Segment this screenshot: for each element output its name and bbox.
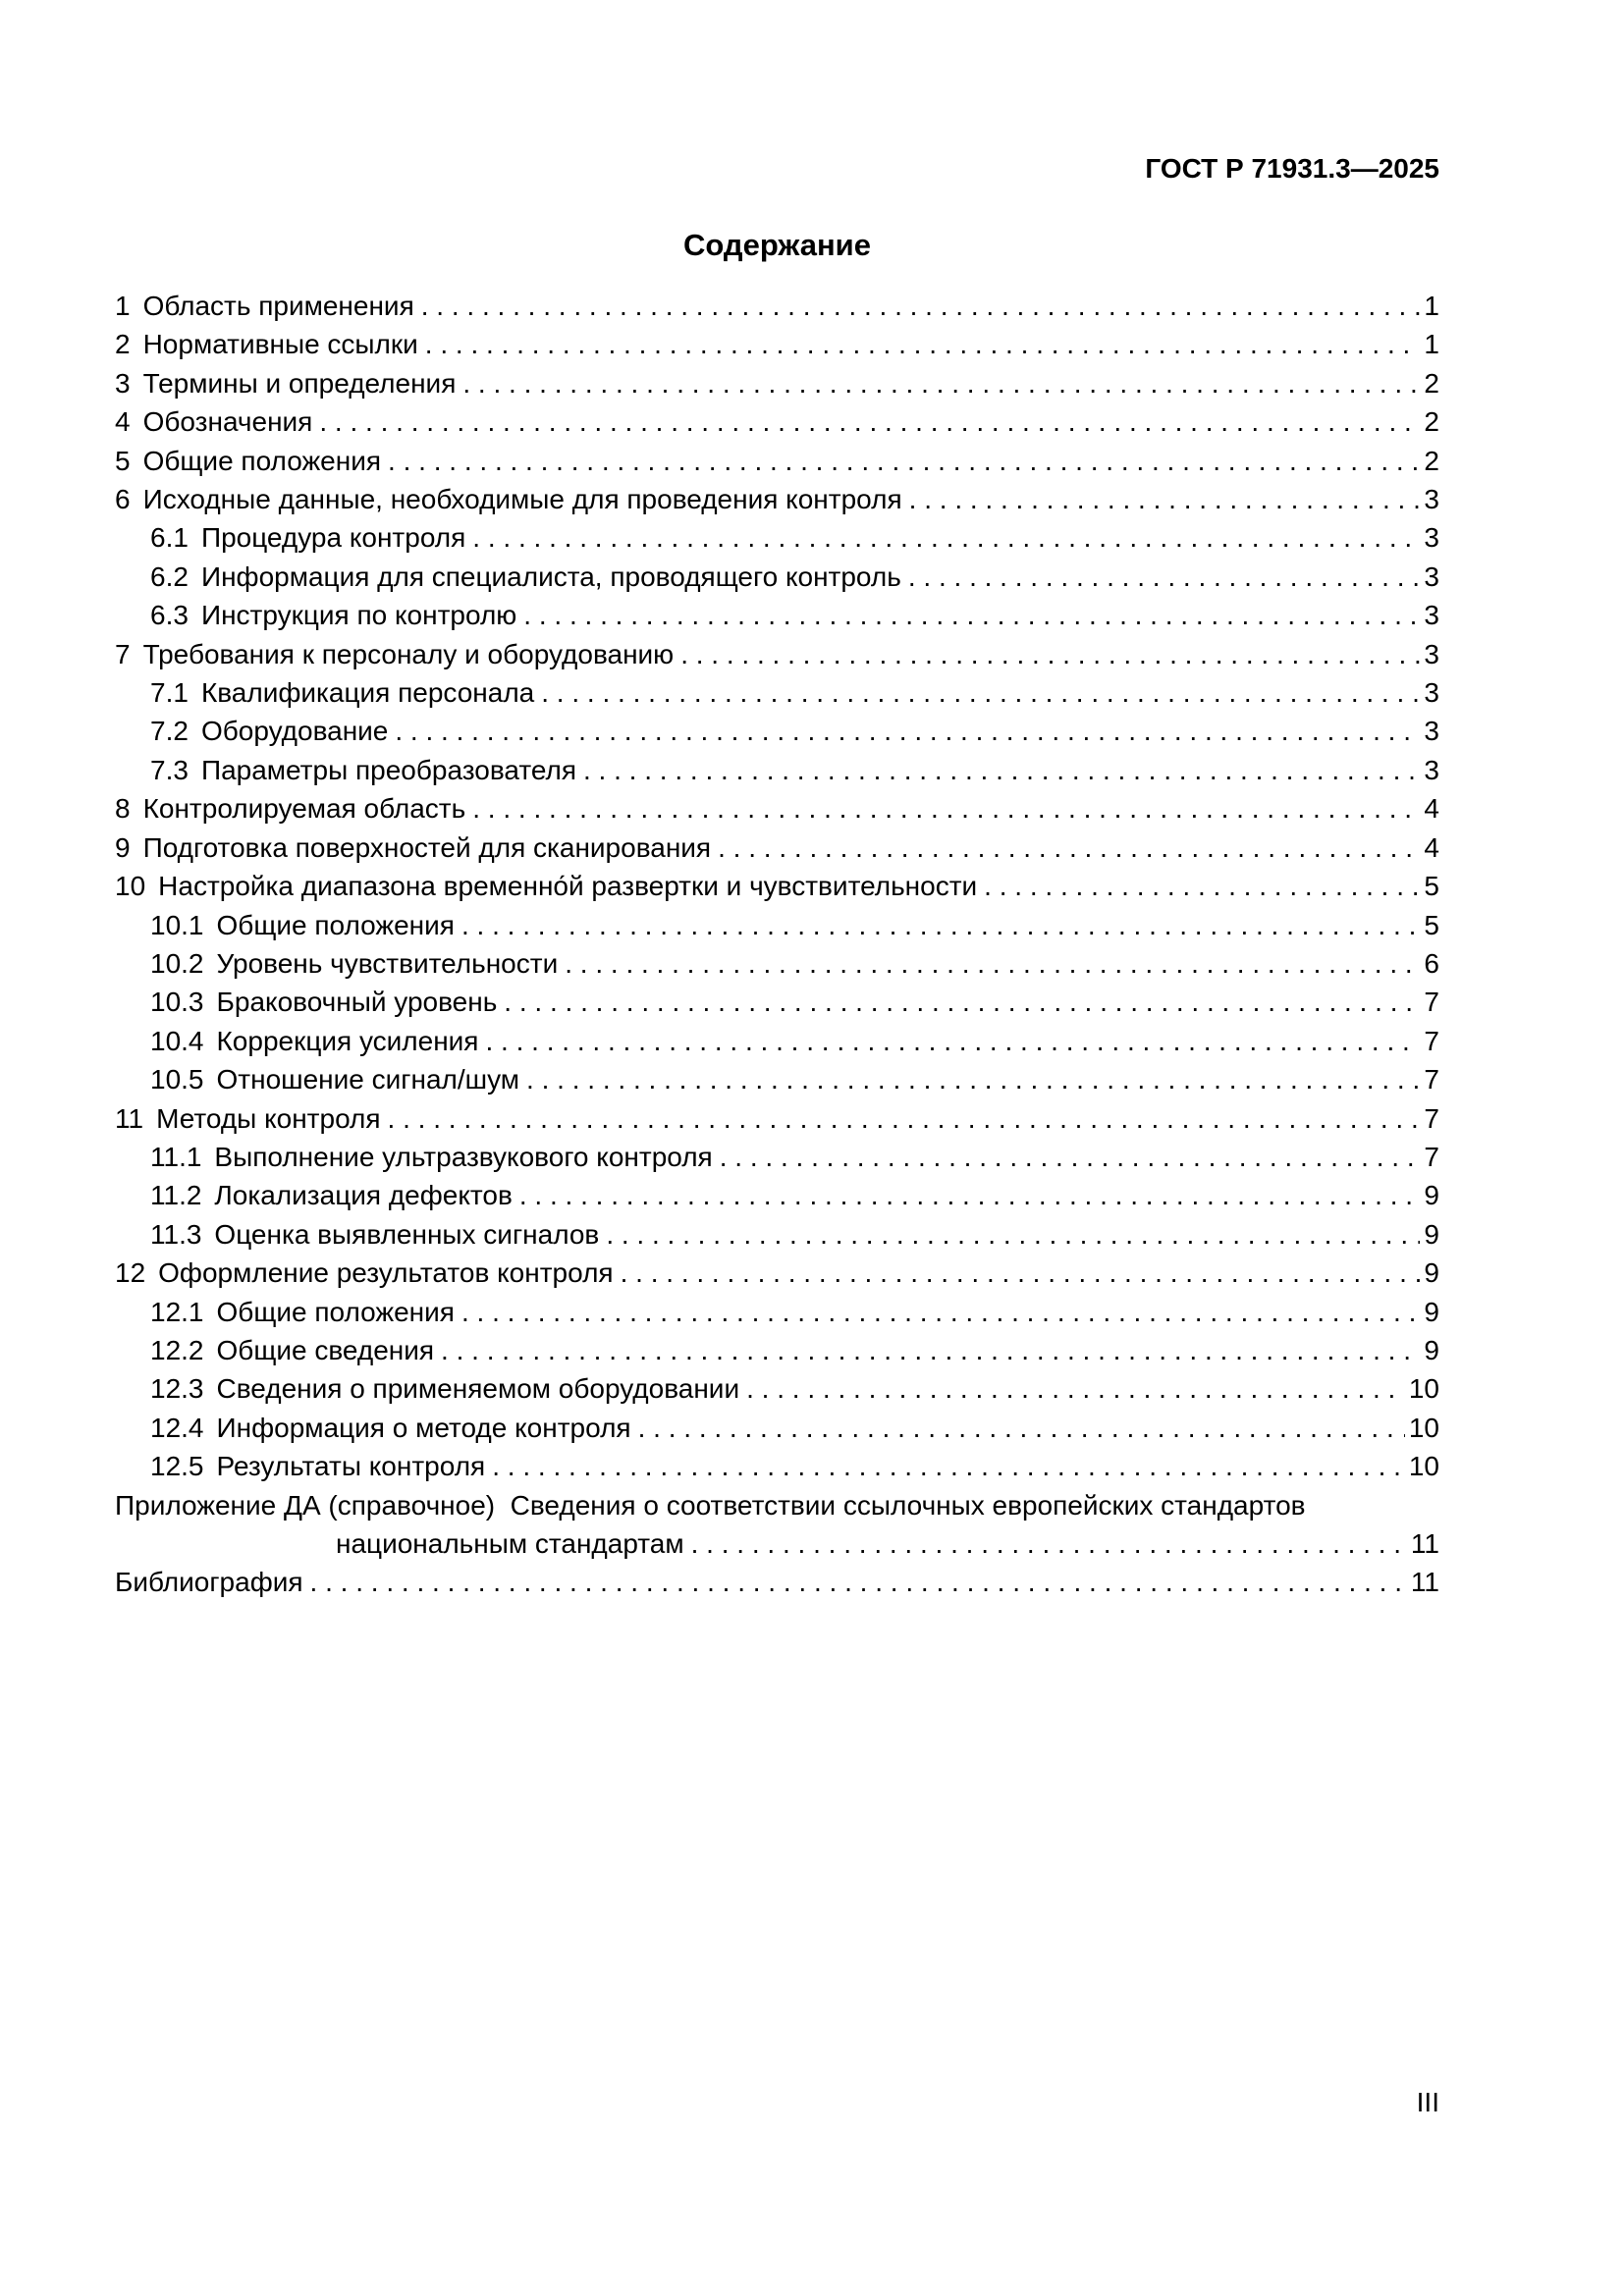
toc-entry-number: 7 xyxy=(115,638,131,669)
toc-entry-title: Оборудование xyxy=(200,716,389,747)
toc-entry-page: 3 xyxy=(1424,638,1439,669)
table-of-contents xyxy=(115,287,1439,1602)
toc-entry-title: Библиография xyxy=(115,1567,303,1598)
toc-entry-title: Браковочный уровень xyxy=(216,987,498,1018)
toc-entry-page: 2 xyxy=(1424,367,1439,399)
toc-entry-page: 3 xyxy=(1424,600,1439,631)
toc-entry xyxy=(115,906,1439,944)
toc-entry-page: 9 xyxy=(1424,1180,1439,1211)
toc-entry-title: Отношение сигнал/шум xyxy=(216,1064,520,1095)
toc-entry-number: 11.2 xyxy=(150,1180,202,1211)
toc-entry-number: 8 xyxy=(115,793,131,825)
dot-leader xyxy=(492,1447,1405,1485)
toc-entry-number: 4 xyxy=(115,406,131,438)
dot-leader xyxy=(485,1022,1420,1060)
toc-entry-title: Общие положения xyxy=(216,1296,455,1327)
toc-entry xyxy=(115,712,1439,750)
dot-leader xyxy=(908,558,1421,596)
toc-entry-page: 6 xyxy=(1424,947,1439,979)
toc-entry-title: Процедура контроля xyxy=(200,522,466,554)
toc-entry-number: 1 xyxy=(115,291,131,321)
toc-entry-page: 3 xyxy=(1424,677,1439,709)
toc-entry-title: Методы контроля xyxy=(156,1102,381,1134)
dot-leader xyxy=(504,983,1420,1021)
toc-entry-page: 4 xyxy=(1424,831,1439,863)
toc-entry-title: Общие положения xyxy=(216,909,455,940)
toc-entry xyxy=(115,828,1439,867)
dot-leader xyxy=(621,1254,1421,1292)
toc-entry xyxy=(115,480,1439,518)
toc-entry xyxy=(115,1138,1439,1176)
dot-leader xyxy=(461,906,1420,944)
toc-entry-number: 11 xyxy=(115,1102,144,1134)
page-title: Содержание xyxy=(683,228,871,262)
toc-entry-page: 5 xyxy=(1424,871,1439,902)
toc-entry-title: Сведения о применяемом оборудовании xyxy=(216,1373,740,1405)
dot-leader xyxy=(441,1331,1420,1369)
toc-entry-number: 11.1 xyxy=(150,1141,202,1172)
toc-entry-page: 9 xyxy=(1424,1334,1439,1365)
dot-leader xyxy=(319,402,1420,441)
toc-entry-title: Выполнение ультразвукового контроля xyxy=(214,1141,713,1172)
dot-leader xyxy=(461,1293,1420,1331)
toc-entry-page: 3 xyxy=(1424,716,1439,747)
toc-entry-title: Квалификация персонала xyxy=(200,677,535,709)
page-number: III xyxy=(1416,2087,1439,2117)
toc-entry xyxy=(115,364,1439,402)
toc-entry-page: 11 xyxy=(1410,1567,1439,1598)
document-code: ГОСТ Р 71931.3—2025 xyxy=(1145,153,1439,184)
toc-entry-page: 10 xyxy=(1408,1412,1439,1443)
toc-entry xyxy=(115,1331,1439,1369)
toc-entry-page: 3 xyxy=(1424,754,1439,785)
toc-entry-title: Коррекция усиления xyxy=(216,1025,479,1056)
toc-entry-page: 2 xyxy=(1424,445,1439,476)
toc-entry-number: 9 xyxy=(115,831,131,863)
toc-entry-number: 10.1 xyxy=(150,909,204,940)
toc-entry-page: 10 xyxy=(1408,1451,1439,1482)
toc-entry-title: Параметры преобразователя xyxy=(200,754,576,785)
toc-entry xyxy=(115,287,1439,325)
toc-entry-number: 12 xyxy=(115,1257,146,1289)
toc-entry-number: 2 xyxy=(115,329,131,360)
toc-entry-page: 10 xyxy=(1408,1373,1439,1405)
toc-entry xyxy=(115,1022,1439,1060)
toc-entry xyxy=(115,1176,1439,1214)
toc-entry-title: Информация для специалиста, проводящего контроль xyxy=(200,561,901,592)
dot-leader xyxy=(526,1060,1420,1098)
toc-entry-title: Оформление результатов контроля xyxy=(158,1257,614,1289)
dot-leader xyxy=(310,1563,1407,1601)
toc-entry-continuation xyxy=(115,1524,1439,1563)
toc-entry-page: 11 xyxy=(1410,1528,1439,1559)
toc-entry-number: 10.2 xyxy=(150,947,204,979)
toc-entry-number: 12.3 xyxy=(150,1373,204,1405)
toc-entry-number: 6.1 xyxy=(150,522,189,554)
toc-entry-number: 6 xyxy=(115,484,131,515)
dot-leader xyxy=(462,364,1420,402)
toc-entry xyxy=(115,558,1439,596)
toc-entry xyxy=(115,325,1439,363)
toc-entry-number: 11.3 xyxy=(150,1218,202,1250)
dot-leader xyxy=(680,635,1420,673)
toc-entry-page: 1 xyxy=(1424,291,1439,321)
toc-entry-title: Уровень чувствительности xyxy=(216,947,559,979)
toc-entry-title: Общие положения xyxy=(142,445,382,476)
toc-entry xyxy=(115,867,1439,905)
toc-entry-page: 7 xyxy=(1424,1102,1439,1134)
dot-leader xyxy=(909,480,1421,518)
toc-entry-page: 7 xyxy=(1424,1025,1439,1056)
toc-entry-number: 7.1 xyxy=(150,677,189,709)
toc-entry-title: Требования к персоналу и оборудованию xyxy=(142,638,675,669)
dot-leader xyxy=(718,828,1420,867)
toc-entry-title: Информация о методе контроля xyxy=(216,1412,631,1443)
toc-entry-title: Обозначения xyxy=(142,406,313,438)
dot-leader xyxy=(388,1099,1421,1138)
toc-entry-number: 5 xyxy=(115,445,131,476)
toc-entry-page: 2 xyxy=(1424,406,1439,438)
toc-entry-title: Приложение ДА (справочное) Сведения о соответствии ссылочных европейских стандартов xyxy=(115,1489,1306,1521)
toc-entry-number: 7.2 xyxy=(150,716,189,747)
toc-entry xyxy=(115,1099,1439,1138)
toc-entry xyxy=(115,1447,1439,1485)
toc-entry-number: 12.1 xyxy=(150,1296,204,1327)
toc-entry xyxy=(115,751,1439,789)
dot-leader xyxy=(691,1524,1407,1563)
dot-leader xyxy=(541,673,1420,712)
dot-leader xyxy=(583,751,1420,789)
toc-entry-title: Общие сведения xyxy=(216,1334,435,1365)
toc-entry xyxy=(115,983,1439,1021)
toc-entry-number: 6.3 xyxy=(150,600,189,631)
toc-entry xyxy=(115,944,1439,983)
toc-entry-number: 10 xyxy=(115,871,146,902)
toc-entry-number: 3 xyxy=(115,367,131,399)
dot-leader xyxy=(523,596,1420,634)
toc-entry xyxy=(115,518,1439,557)
toc-entry-title: Локализация дефектов xyxy=(214,1180,513,1211)
toc-entry xyxy=(115,442,1439,480)
dot-leader xyxy=(421,287,1421,325)
dot-leader xyxy=(638,1409,1405,1447)
toc-entry-title: Нормативные ссылки xyxy=(142,329,418,360)
dot-leader xyxy=(425,325,1421,363)
dot-leader xyxy=(746,1369,1405,1408)
toc-entry-title: Результаты контроля xyxy=(216,1451,486,1482)
toc-entry-title-continued: национальным стандартам xyxy=(336,1528,684,1559)
toc-entry-page: 3 xyxy=(1424,561,1439,592)
toc-entry-page: 7 xyxy=(1424,987,1439,1018)
toc-entry xyxy=(115,1215,1439,1254)
toc-entry xyxy=(115,789,1439,828)
toc-entry-title: Область применения xyxy=(142,291,414,321)
toc-entry-page: 4 xyxy=(1424,793,1439,825)
toc-entry-title: Оценка выявленных сигналов xyxy=(214,1218,600,1250)
toc-entry xyxy=(115,1254,1439,1292)
dot-leader xyxy=(720,1138,1421,1176)
toc-entry-number: 10.4 xyxy=(150,1025,204,1056)
toc-entry-title: Инструкция по контролю xyxy=(200,600,517,631)
dot-leader xyxy=(395,712,1420,750)
toc-entry-page: 9 xyxy=(1424,1218,1439,1250)
toc-entry xyxy=(115,596,1439,634)
toc-entry-number: 7.3 xyxy=(150,754,189,785)
toc-entry xyxy=(115,1060,1439,1098)
toc-entry xyxy=(115,673,1439,712)
toc-entry xyxy=(115,1409,1439,1447)
dot-leader xyxy=(984,867,1420,905)
dot-leader xyxy=(472,518,1420,557)
toc-entry xyxy=(115,1563,1439,1601)
toc-entry-page: 7 xyxy=(1424,1141,1439,1172)
toc-entry-page: 3 xyxy=(1424,522,1439,554)
dot-leader xyxy=(388,442,1420,480)
toc-entry xyxy=(115,1293,1439,1331)
dot-leader xyxy=(519,1176,1421,1214)
dot-leader xyxy=(606,1215,1420,1254)
toc-entry-number: 12.5 xyxy=(150,1451,204,1482)
toc-entry-page: 5 xyxy=(1424,909,1439,940)
toc-entry xyxy=(115,1369,1439,1408)
dot-leader xyxy=(565,944,1420,983)
toc-entry xyxy=(115,635,1439,673)
toc-entry-number: 10.5 xyxy=(150,1064,204,1095)
toc-entry xyxy=(115,402,1439,441)
toc-entry-appendix xyxy=(115,1486,1439,1564)
toc-entry-page: 3 xyxy=(1424,484,1439,515)
toc-entry-page: 9 xyxy=(1424,1257,1439,1289)
toc-entry-number: 12.4 xyxy=(150,1412,204,1443)
toc-entry-page: 7 xyxy=(1424,1064,1439,1095)
toc-entry-title: Подготовка поверхностей для сканирования xyxy=(142,831,712,863)
toc-entry-number: 6.2 xyxy=(150,561,189,592)
toc-entry-number: 10.3 xyxy=(150,987,204,1018)
toc-entry-number: 12.2 xyxy=(150,1334,204,1365)
toc-entry-page: 9 xyxy=(1424,1296,1439,1327)
toc-entry-title: Исходные данные, необходимые для проведения контроля xyxy=(142,484,902,515)
dot-leader xyxy=(472,789,1420,828)
toc-entry-page: 1 xyxy=(1424,329,1439,360)
toc-entry-title: Термины и определения xyxy=(142,367,457,399)
toc-entry-title: Настройка диапазона временно́й развертки и чувствительности xyxy=(158,871,978,902)
toc-entry-title: Контролируемая область xyxy=(142,793,466,825)
